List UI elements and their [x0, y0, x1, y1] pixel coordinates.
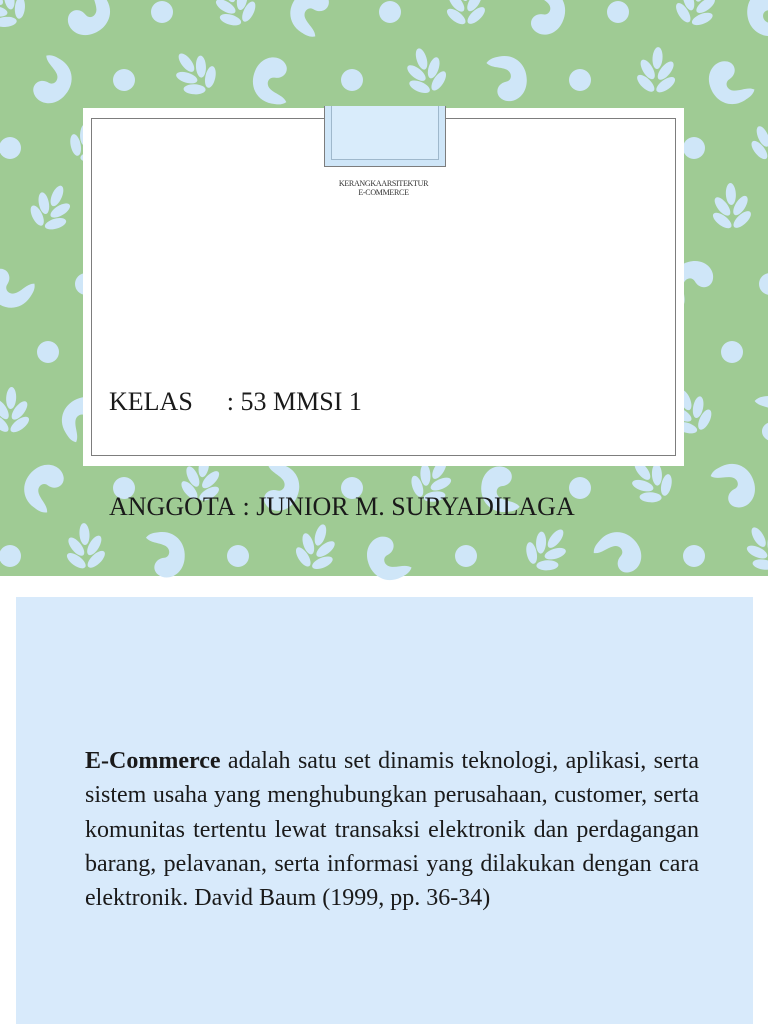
leaf-sprig-6 — [443, 0, 489, 28]
definition-term: E-Commerce — [85, 748, 221, 774]
dot-shape-15 — [341, 69, 363, 91]
dot-shape-88 — [0, 545, 21, 567]
leaf-sprig-32 — [746, 111, 768, 166]
definition-paragraph — [85, 744, 699, 915]
leaf-sprig-13 — [163, 41, 227, 105]
paisley-shape-76 — [754, 394, 768, 442]
paisley-shape-11 — [25, 52, 80, 110]
paisley-shape-14 — [249, 54, 293, 106]
slide-title — [83, 179, 684, 197]
kelas-line — [109, 384, 575, 419]
dot-shape-12 — [113, 69, 135, 91]
paisley-shape-7 — [524, 0, 569, 38]
paisley-shape-96 — [591, 523, 650, 581]
paisley-shape-44 — [0, 260, 38, 316]
slide-title-line-2: E-COMMERCE — [358, 188, 409, 197]
leaf-sprig-98 — [734, 517, 768, 580]
dot-shape-2 — [151, 1, 173, 23]
dot-shape-54 — [759, 273, 768, 295]
dot-shape-22 — [0, 137, 21, 159]
anggota-line — [109, 489, 575, 524]
dot-shape-18 — [569, 69, 591, 91]
leaf-sprig-66 — [0, 386, 33, 436]
paisley-shape-1 — [60, 0, 119, 44]
definition-slide — [16, 597, 753, 1024]
kelas-label: KELAS — [109, 387, 193, 416]
leaf-sprig-3 — [205, 0, 264, 34]
leaf-sprig-42 — [709, 182, 755, 232]
leaf-sprig-16 — [398, 42, 453, 100]
paisley-shape-20 — [701, 54, 757, 113]
dot-shape-31 — [683, 137, 705, 159]
title-card — [83, 108, 684, 521]
paisley-shape-86 — [709, 456, 762, 514]
paisley-shape-17 — [486, 52, 531, 104]
dot-shape-97 — [683, 545, 705, 567]
member-1: : JUNIOR M. SURYADILAGA — [242, 492, 575, 521]
dot-shape-5 — [379, 1, 401, 23]
slide-title-line-1: KERANGKAARSITEKTUR — [338, 179, 429, 188]
definition-text: adalah satu set dinamis teknologi, aplikasi, serta sistem usaha yang menghubungkan perusahaan, customer, serta komunitas tertentu lewat transaksi elektronik dan perdagangan barang, pelavanan, serta informasi yang dilakukan dengan cara elektronik. David Baum (1999, pp. 36-34) — [85, 748, 699, 912]
leaf-sprig-0 — [0, 0, 36, 38]
leaf-sprig-89 — [62, 522, 109, 573]
anggota-label: ANGGOTA — [109, 492, 236, 521]
dot-shape-64 — [721, 341, 743, 363]
paisley-shape-4 — [282, 0, 338, 40]
dot-shape-55 — [37, 341, 59, 363]
leaf-sprig-9 — [669, 0, 725, 33]
dot-shape-8 — [607, 1, 629, 23]
title-card-tab-inner — [331, 106, 439, 160]
paisley-shape-77 — [15, 457, 72, 516]
leaf-sprig-33 — [22, 177, 81, 238]
leaf-sprig-19 — [633, 46, 680, 97]
kelas-value: : 53 MMSI 1 — [226, 387, 362, 416]
title-card-tab — [324, 106, 446, 167]
paisley-shape-10 — [744, 0, 768, 40]
